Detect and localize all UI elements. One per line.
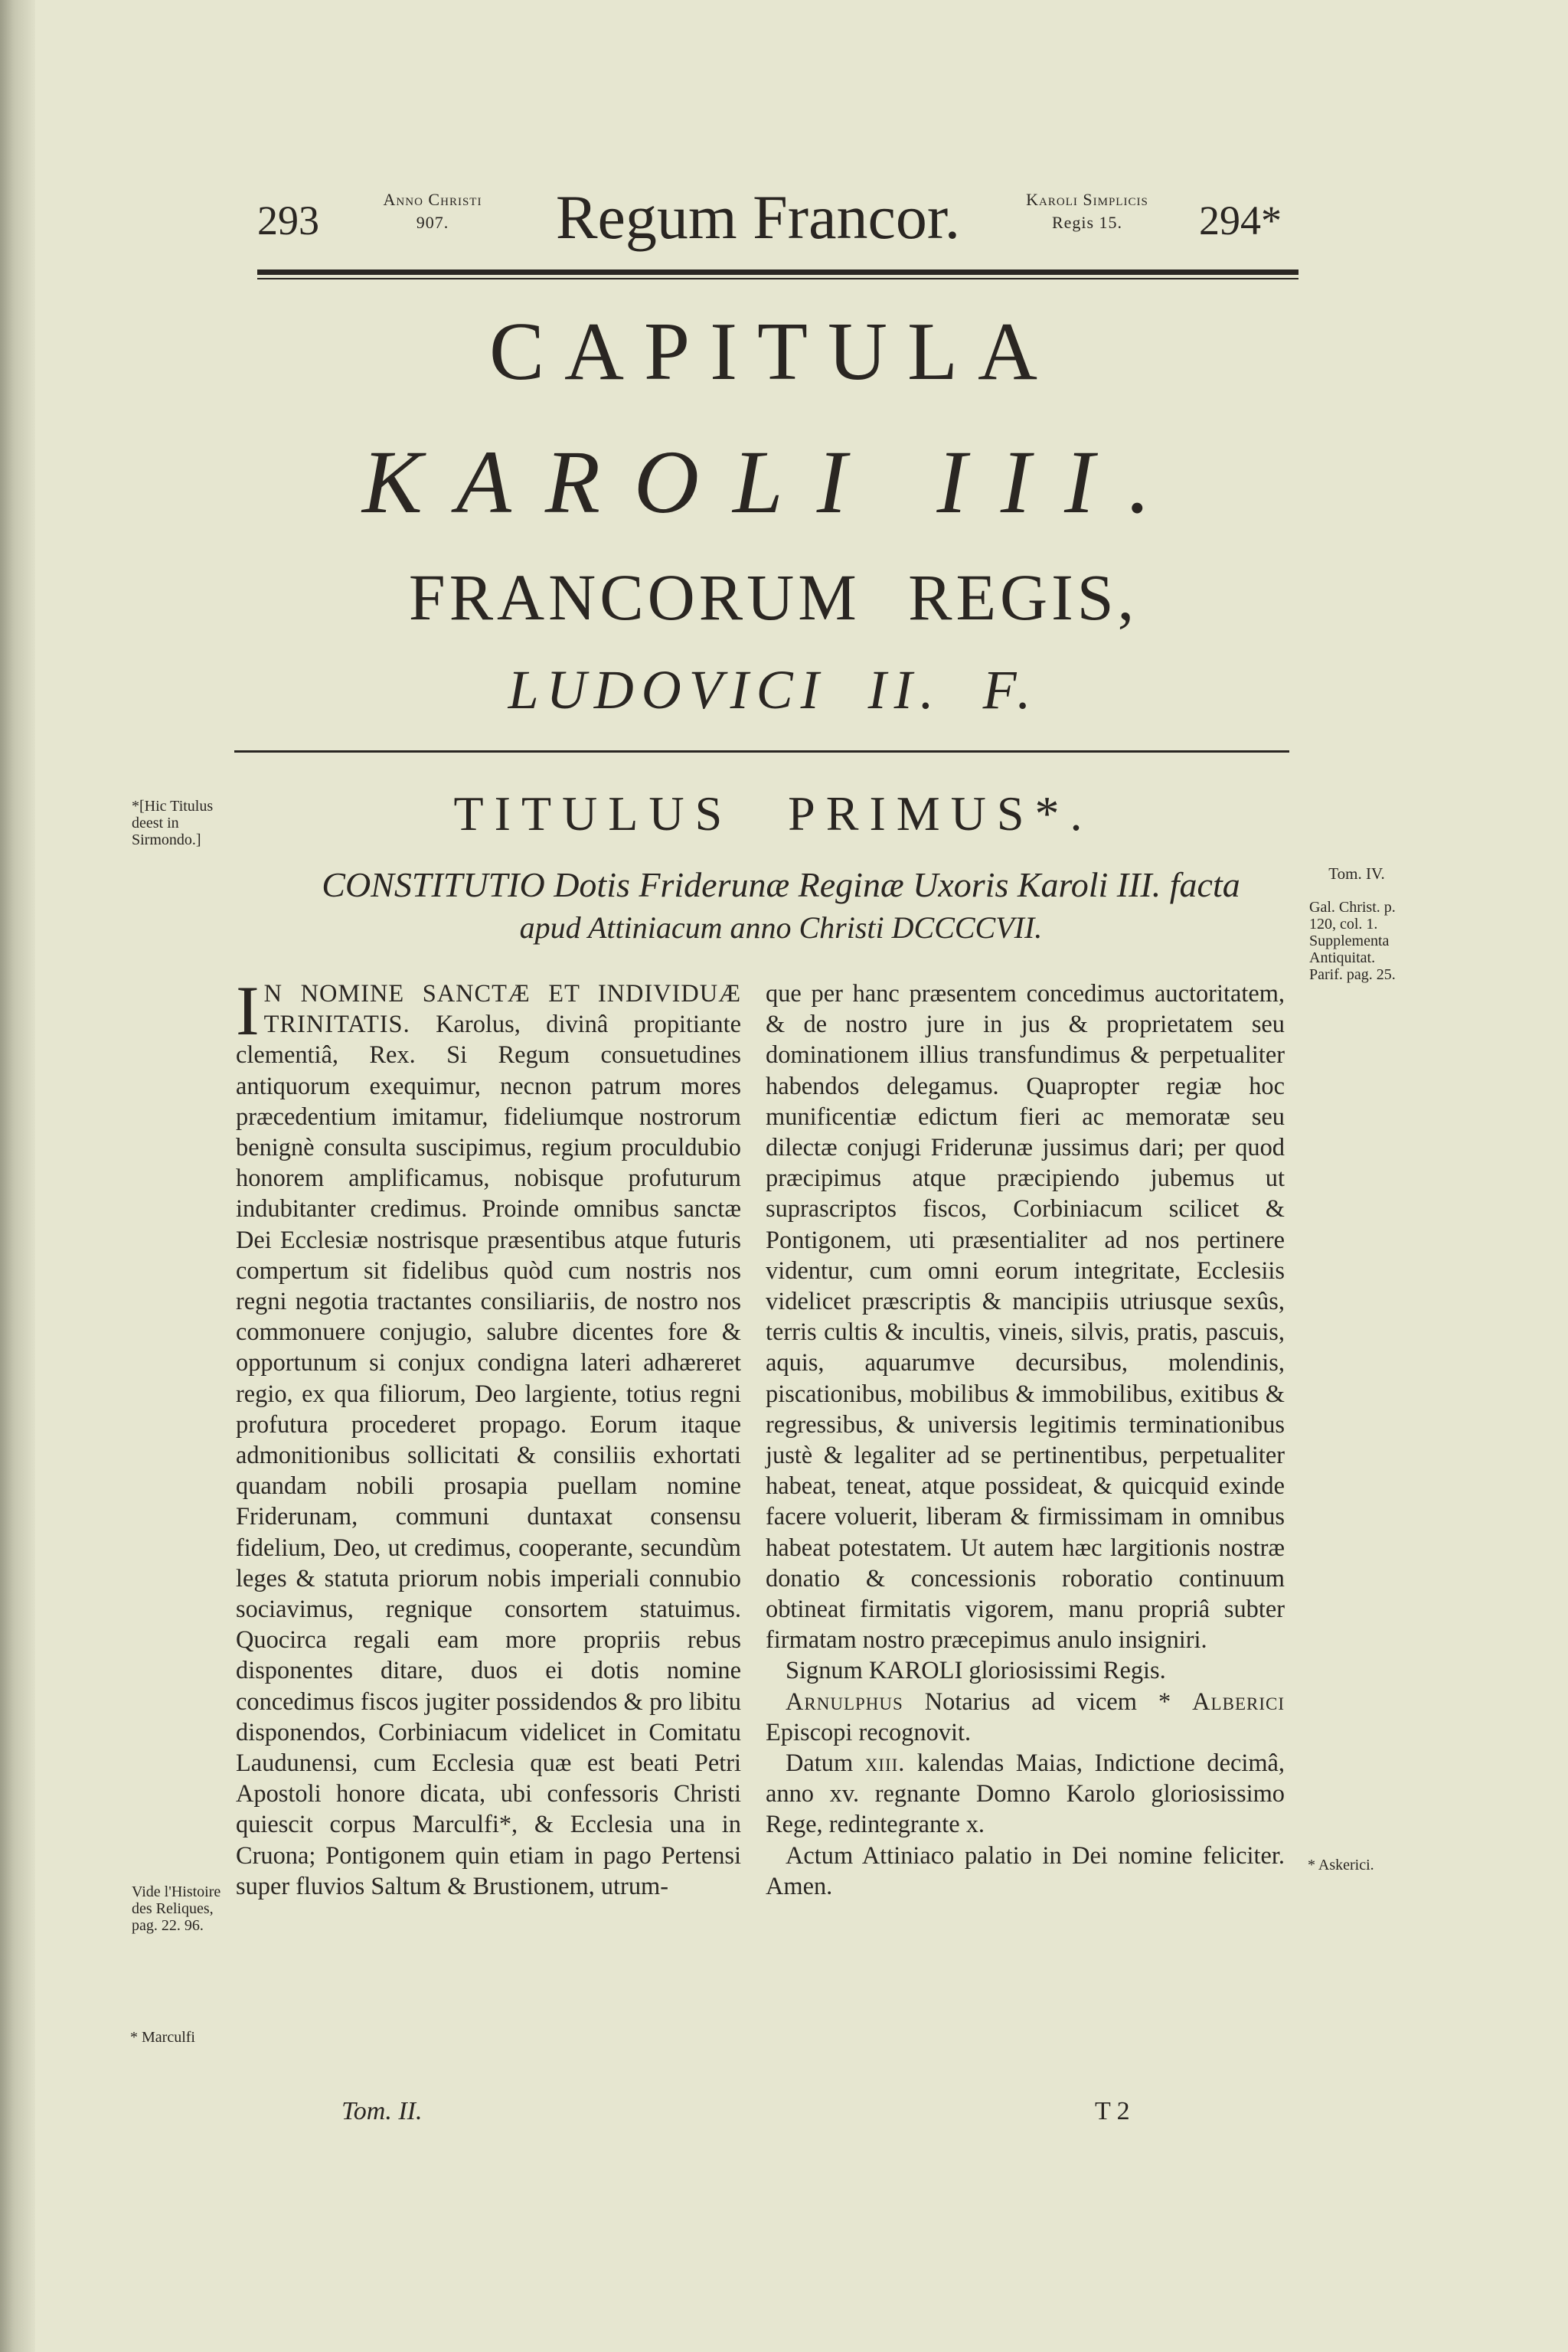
margin-note-hic-titulus: *[Hic Titulus deest in Sirmondo.]	[132, 798, 214, 848]
title-rule	[234, 750, 1289, 753]
running-title: Regum Francor.	[555, 182, 961, 252]
karoli-line2: Regis 15.	[1051, 213, 1123, 232]
title-ludovici: LUDOVICI II. F.	[508, 659, 1039, 720]
header-rule-thin	[257, 278, 1298, 279]
left-column-text: Karolus, divinâ propitiante clementiâ, Rex. Si Regum consuetudines antiquorum exequimur, necnon patrum mores præcedentium imitamur, fideliumque nostrorum benignè consulta suscipimus, regium proculdubio honorem amplificamus, nobisque profuturum indubitanter credimus. Proinde omnibus sanctæ Dei Ecclesiæ nostrisque præsentibus atque futuris compertum sit fidelibus quòd cum nostris nos regni negotia tractantes consiliariis, de nostro nos commonuere conjugio, salubre dicentes fore & opportunum si conjux condigna lateri adhæreret regio, ex qua filiorum, Deo largiente, totius regni profutura procederet propago. Eorum itaque admonitionibus sollicitati & consiliis exhortati quandam nobili prosapia puellam nomine Friderunam, communi duntaxat consensu fidelium, Deo, ut credimus, cooperante, secundùm leges & statuta priorum nobis imperiali connubio sociavimus, regnique consortem statuimus. Quocirca regali eam more propriis rebus disponentes ditare, duos ei dotis nomine concedimus fiscos jugiter possidendos & pro libitu disponendos, Corbiniacum videlicet in Comitatu Laudunensi, cum Ecclesia quæ est beati Petri Apostoli honore dicata, ubi confessoris Christi quiescit corpus Marculfi*, & Ecclesia una in Cruona; Pontigonem quin etiam in pago Pertensi super fluvios Saltum & Brustionem, utrum-	[236, 1011, 741, 1900]
datum-text: kalendas Maias, Indictione decimâ, anno xv. regnante Domno Karolo gloriosissimo Rege, redintegrante x.	[766, 1749, 1285, 1839]
page-number-left: 293	[257, 198, 319, 243]
section-subtitle-2: apud Attiniacum anno Christi DCCCCVII.	[519, 910, 1043, 945]
anno-line2: 907.	[416, 213, 449, 232]
signum-name: KAROLI	[868, 1657, 963, 1685]
bishop-name: Alberici	[1192, 1687, 1285, 1716]
notary-name: Arnulphus	[786, 1687, 903, 1716]
karoli-regis	[984, 188, 1191, 234]
datum-num: xiii.	[864, 1749, 906, 1778]
signum-line	[766, 1655, 1285, 1686]
margin-note-tom-iv: Tom. IV.	[1328, 864, 1385, 883]
notary-post: Episcopi recognovit.	[766, 1718, 972, 1746]
page-number-right: 294*	[1199, 198, 1282, 243]
margin-note-marculfi: * Marculfi	[130, 2029, 195, 2046]
section-subtitle-1: CONSTITUTIO Dotis Friderunæ Reginæ Uxoris Karoli III. facta	[322, 865, 1240, 904]
footer-signature: T 2	[1095, 2097, 1130, 2125]
datum-pre: Datum	[786, 1749, 865, 1778]
left-column	[236, 972, 741, 1902]
actum-line: Actum Attiniaco palatio in Dei nomine feliciter. Amen.	[766, 1841, 1285, 1900]
header-rule-thick	[257, 270, 1298, 275]
notary-line	[766, 1687, 1285, 1748]
signum-post: gloriosissimi Regis.	[962, 1657, 1166, 1685]
karoli-line1: Karoli Simplicis	[1026, 190, 1148, 209]
title-francorum: FRANCORUM REGIS,	[408, 560, 1138, 634]
opening-words: N NOMINE SANCTÆ ET INDIVIDUÆ TRINITATIS.	[263, 980, 741, 1039]
footer-volume: Tom. II.	[341, 2097, 423, 2125]
margin-note-askerici: * Askerici.	[1308, 1857, 1374, 1873]
anno-line1: Anno Christi	[383, 190, 482, 209]
section-heading: TITULUS PRIMUS*.	[453, 786, 1093, 841]
margin-note-gal-christ: Gal. Christ. p. 120, col. 1. Supplementa Antiquitat. Parif. pag. 25.	[1309, 899, 1396, 983]
margin-note-vide: Vide l'Histoire des Reliques, pag. 22. 96.	[132, 1883, 221, 1934]
charter-text: que per hanc præsentem concedimus auctoritatem, & de nostro jure in jus & proprietatem seu dominationem illius transfundimus & perpetualiter habendos delegamus. Quapropter regiæ hoc munificentiæ edictum fieri ac memoratæ seu dilectæ conjugi Friderunæ jussimus dari; per quod præcipimus atque præcipiendo jubemus ut suprascriptos fiscos, Corbiniacum scilicet & Pontigonem, uti præsentialiter ad nos pertinere videntur, cum omni eorum integritate, Ecclesiis videlicet præscriptis & mancipiis utriusque sexûs, terris cultis & incultis, vineis, silvis, pratis, pascuis, aquis, aquarumve decursibus, molendinis, piscationibus, mobilibus & immobilibus, exitibus & regressibus, & universis legitimis terminationibus justè & legaliter ad se pertinentibus, perpetualiter habeat, teneat, atque possideat, & quicquid exinde facere voluerit, liberam & firmissimam in omnibus habeat potestatem. Ut autem hæc largitionis nostræ donatio & concessionis roboratio continuum obtineat firmitatis vigorem, manu propriâ subter firmatam nostro præcepimus anulo insigniri.	[766, 980, 1285, 1655]
signum-pre: Signum	[786, 1657, 869, 1685]
title-karoli: KAROLI III.	[362, 432, 1184, 532]
datum-line	[766, 1748, 1285, 1841]
anno-christi	[337, 188, 528, 234]
drop-cap: I	[236, 972, 260, 1050]
title-capitula: CAPITULA	[489, 306, 1057, 397]
right-column	[766, 978, 1285, 1902]
left-column-paragraph	[236, 972, 741, 1902]
notary-text: Notarius ad vicem *	[903, 1687, 1193, 1716]
